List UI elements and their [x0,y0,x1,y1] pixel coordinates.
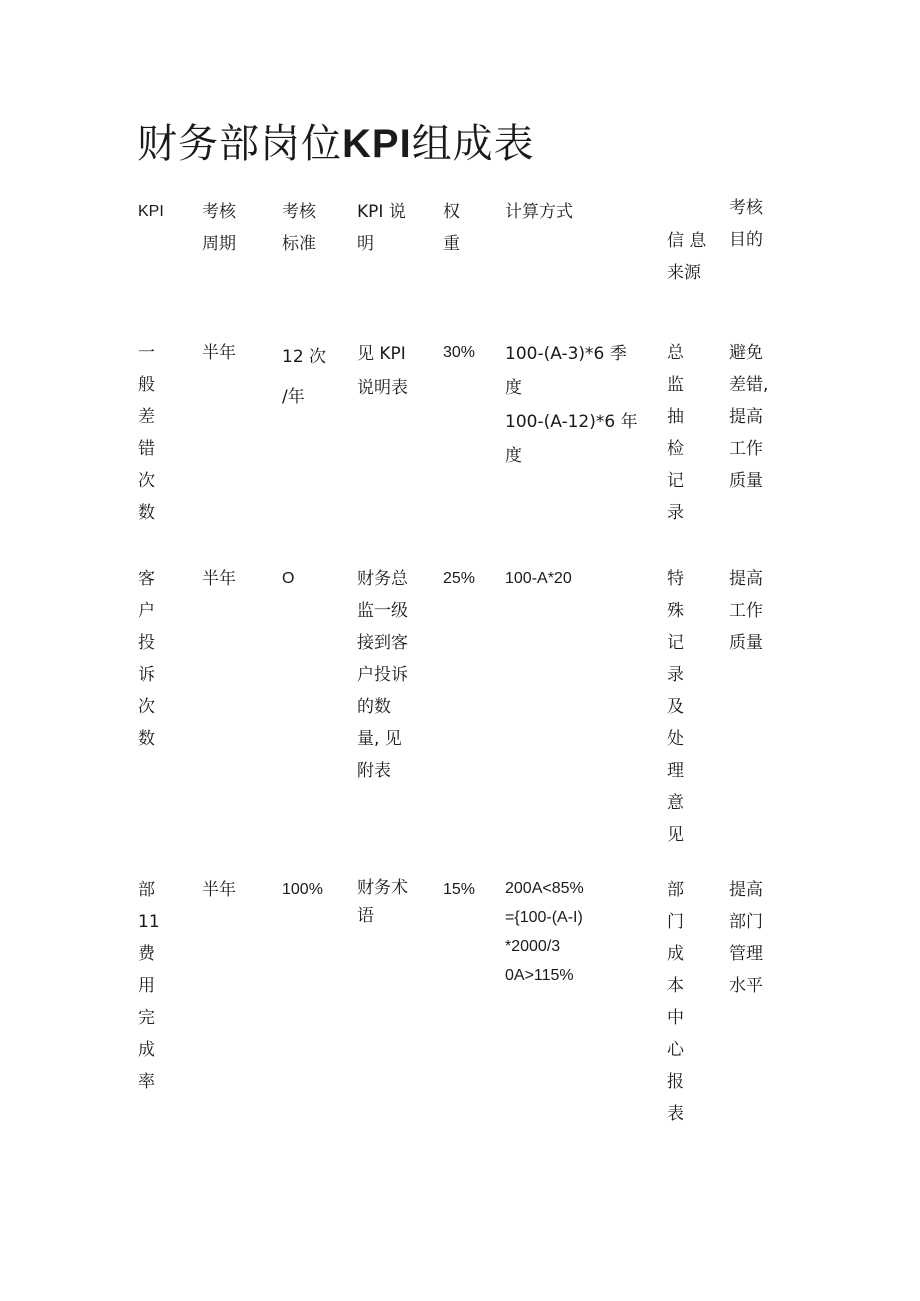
row2-goal: 提高 工作 质量 [729,569,763,653]
row2-desc: 财务总 监一级 接到客 户投诉 的数 量, 见 附表 [357,569,408,781]
row3-kpi: 部 11 费 用 完 成 率 [138,880,160,1092]
row3-calc: 200A<85% ={100-(A-I) *2000/3 0A>115% [505,880,584,984]
row1-source: 总 监 抽 检 记 录 [667,343,684,523]
row2-standard: O [282,570,295,587]
row1-kpi: 一 般 差 错 次 数 [138,343,155,523]
row3-goal: 提高 部门 管理 水平 [729,880,763,996]
header-period: 考核 周期 [202,202,236,254]
row3-standard: 100% [282,881,323,898]
header-weight: 权 重 [443,202,460,254]
header-kpi: KPI [138,203,164,220]
title-kpi: KPI [342,122,412,166]
title-prefix: 财务部岗位 [137,121,342,167]
row1-goal: 避免 差错, 提高 工作 质量 [729,343,769,491]
row2-source: 特 殊 记 录 及 处 理 意 见 [667,569,684,845]
row1-standard: 12 次 /年 [282,347,327,407]
row2-weight: 25% [443,570,476,587]
row1-weight: 30% [443,344,476,361]
header-desc: KPI 说 明 [357,202,406,254]
row1-period: 半年 [202,343,236,363]
row3-desc: 财务术 语 [357,878,408,926]
row1-desc: 见 KPI 说明表 [357,344,408,398]
row1-calc: 100-(A-3)*6 季 度 100-(A-12)*6 年 度 [505,344,638,466]
header-calc: 计算方式 [505,202,573,222]
row2-kpi: 客 户 投 诉 次 数 [138,569,155,749]
row2-period: 半年 [202,569,236,589]
row3-weight: 15% [443,881,476,898]
row2-calc: 100-A*20 [505,570,572,587]
header-source: 信 息 来源 [667,231,707,283]
page-title [137,118,535,170]
row3-period: 半年 [202,880,236,900]
row3-source: 部 门 成 本 中 心 报 表 [667,880,684,1124]
header-standard: 考核 标准 [282,202,316,254]
header-goal: 考核 目的 [729,198,763,250]
title-suffix: 组成表 [411,121,535,167]
